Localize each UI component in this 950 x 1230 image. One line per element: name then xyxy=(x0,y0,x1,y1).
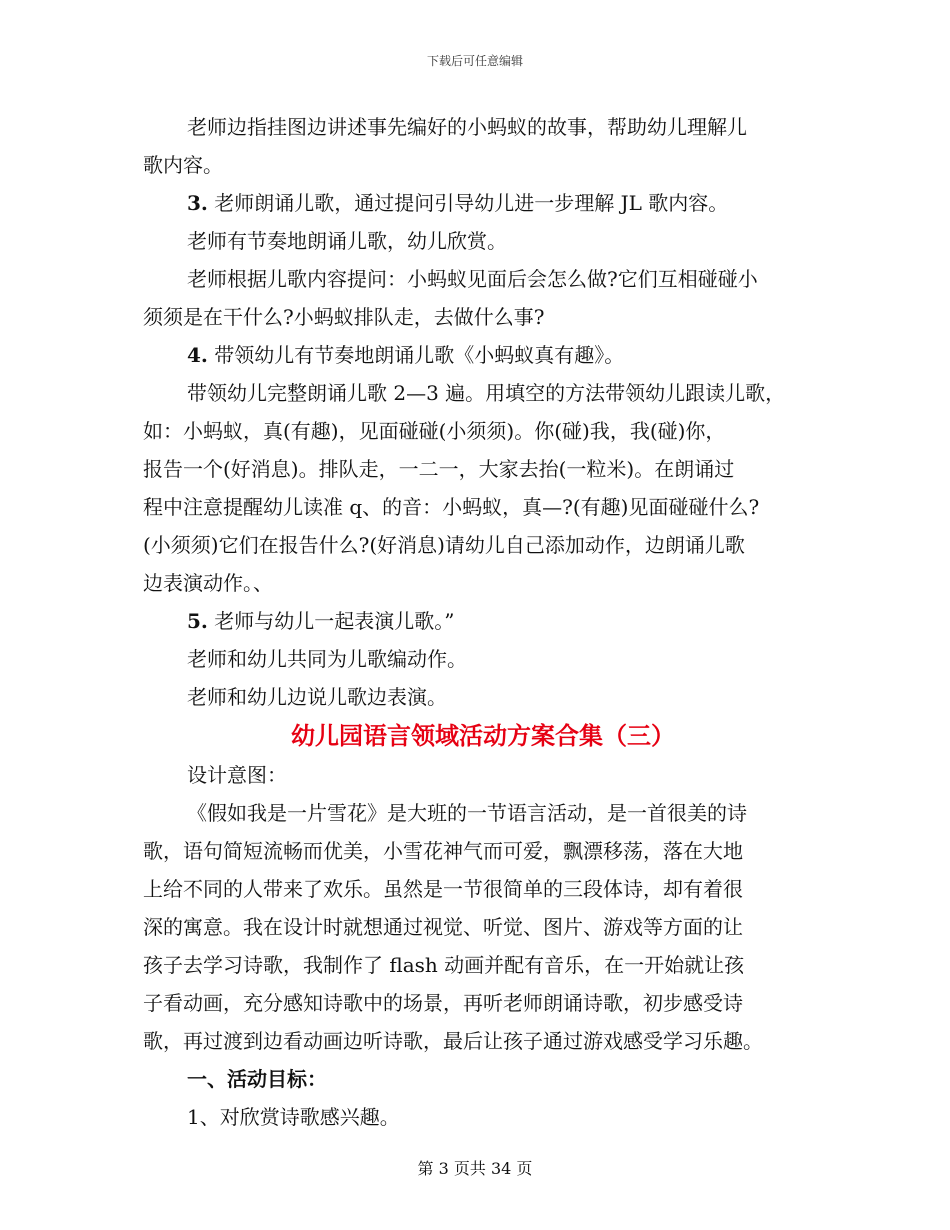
paragraph-line: 报告一个(好消息)。排队走，一二一，大家去抬(一粒米)。在朗诵过 xyxy=(143,457,735,481)
paragraph-line: 老师和幼儿共同为儿歌编动作。 xyxy=(187,647,467,671)
paragraph-line: 老师边指挂图边讲述事先编好的小蚂蚁的故事，帮助幼儿理解儿 xyxy=(187,115,747,139)
paragraph-line: 如：小蚂蚁，真(有趣)，见面碰碰(小须须)。你(碰)我，我(碰)你， xyxy=(143,419,726,443)
paragraph-line: 歌内容。 xyxy=(143,153,223,177)
paragraph-line: 设计意图： xyxy=(187,763,287,787)
step-number: 3. xyxy=(187,191,208,215)
paragraph-line: 子看动画，充分感知诗歌中的场景，再听老师朗诵诗歌，初步感受诗 xyxy=(143,991,743,1015)
paragraph-line: 4. 带领幼儿有节奏地朗诵儿歌《小蚂蚁真有趣》。 xyxy=(187,343,625,367)
paragraph-line: 1、对欣赏诗歌感兴趣。 xyxy=(187,1105,400,1129)
body-block-1 xyxy=(143,108,823,716)
step-number: 5. xyxy=(187,609,208,633)
paragraph-line: 程中注意提醒幼儿读准 q、的音：小蚂蚁，真—?(有趣)见面碰碰什么? xyxy=(143,495,760,519)
paragraph-line: 带领幼儿完整朗诵儿歌 2—3 遍。用填空的方法带领幼儿跟读儿歌， xyxy=(187,381,786,405)
step-number: 4. xyxy=(187,343,208,367)
paragraph-line: 上给不同的人带来了欢乐。虽然是一节很简单的三段体诗，却有着很 xyxy=(143,877,743,901)
paragraph-line: 老师根据儿歌内容提问：小蚂蚁见面后会怎么做?它们互相碰碰小 xyxy=(187,267,758,291)
paragraph-line: 孩子去学习诗歌，我制作了 flash 动画并配有音乐，在一开始就让孩 xyxy=(143,953,745,977)
page-header: 下载后可任意编辑 xyxy=(426,54,523,68)
paragraph-line: 老师有节奏地朗诵儿歌，幼儿欣赏。 xyxy=(187,229,507,253)
paragraph-line: 3. 老师朗诵儿歌，通过提问引导幼儿进一步理解 JL 歌内容。 xyxy=(187,191,729,215)
paragraph-line: 须须是在干什么?小蚂蚁排队走，去做什么事? xyxy=(143,305,545,329)
paragraph-line: 深的寓意。我在设计时就想通过视觉、听觉、图片、游戏等方面的让 xyxy=(143,915,743,939)
page-footer: 第 3 页共 34 页 xyxy=(417,1159,533,1178)
paragraph-line: 《假如我是一片雪花》是大班的一节语言活动，是一首很美的诗 xyxy=(187,801,747,825)
body-block-2 xyxy=(143,756,823,1136)
paragraph-line: 老师和幼儿边说儿歌边表演。 xyxy=(187,685,447,709)
paragraph-line: (小须须)它们在报告什么?(好消息)请幼儿自己添加动作，边朗诵儿歌 xyxy=(143,533,745,557)
paragraph-line: 一、活动目标： xyxy=(187,1067,327,1091)
paragraph-line: 边表演动作。、 xyxy=(143,571,273,595)
paragraph-line: 5. 老师与幼儿一起表演儿歌。” xyxy=(187,609,455,633)
paragraph-line: 歌，语句简短流畅而优美，小雪花神气而可爱，飘漂移荡，落在大地 xyxy=(143,839,743,863)
document-body xyxy=(143,108,823,1136)
section-title: 幼儿园语言领域活动方案合集（三） xyxy=(291,722,675,750)
paragraph-line: 歌，再过渡到边看动画边听诗歌，最后让孩子通过游戏感受学习乐趣。 xyxy=(143,1029,763,1053)
